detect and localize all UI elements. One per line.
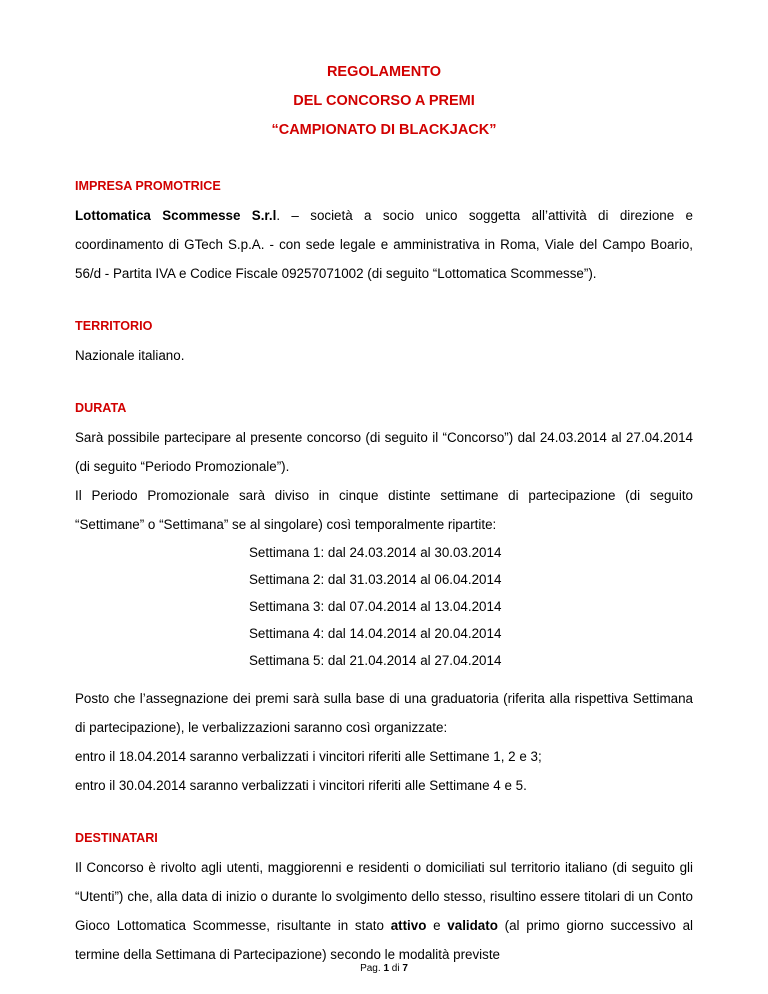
durata-paragraph-2: Il Periodo Promozionale sarà diviso in cinque distinte settimane di partecipazione (di seguito “Settimane” o “Settimana” se al singolare) così temporalmente ripartite:: [75, 488, 693, 532]
durata-paragraph-4: entro il 18.04.2014 saranno verbalizzati i vincitori riferiti alle Settimane 1, 2 e 3;: [75, 749, 542, 764]
section-heading-destinatari: DESTINATARI: [75, 831, 158, 845]
destinatari-paragraph: [75, 853, 693, 969]
section-impresa: [75, 172, 693, 288]
section-durata: [75, 394, 693, 800]
title-line-2: DEL CONCORSO A PREMI: [293, 93, 475, 109]
title-line-3: “CAMPIONATO DI BLACKJACK”: [271, 122, 497, 138]
durata-paragraph-1: Sarà possibile partecipare al presente concorso (di seguito il “Concorso”) dal 24.03.2014 al 27.04.2014 (di seguito “Periodo Promozionale”).: [75, 430, 693, 474]
week-item: Settimana 3: dal 07.04.2014 al 13.04.2014: [249, 599, 502, 614]
durata-paragraph-5: entro il 30.04.2014 saranno verbalizzati i vincitori riferiti alle Settimane 4 e 5.: [75, 778, 527, 793]
footer-middle: di: [389, 963, 403, 974]
footer-prefix: Pag.: [360, 963, 384, 974]
company-name: Lottomatica Scommesse S.r.l: [75, 208, 277, 223]
durata-paragraph-3: Posto che l’assegnazione dei premi sarà sulla base di una graduatoria (riferita alla rispettiva Settimana di partecipazione), le verbalizzazioni saranno così organizzate:: [75, 691, 693, 735]
section-heading-durata: DURATA: [75, 401, 127, 415]
document-title: [75, 58, 693, 145]
week-item: Settimana 1: dal 24.03.2014 al 30.03.2014: [249, 545, 502, 560]
impresa-paragraph: [75, 201, 693, 288]
footer-total-pages: 7: [402, 963, 408, 974]
destinatari-text-3: (al primo giorno successivo al termine della Settimana di Partecipazione) secondo le modalità previste: [75, 918, 693, 962]
week-item: Settimana 5: dal 21.04.2014 al 27.04.2014: [249, 653, 502, 668]
title-line-1: REGOLAMENTO: [326, 64, 442, 80]
territorio-paragraph: Nazionale italiano.: [75, 348, 185, 363]
weeks-list: [75, 539, 693, 674]
section-territorio: [75, 312, 693, 370]
section-destinatari: [75, 824, 693, 969]
destinatari-bold-attivo: attivo: [390, 918, 427, 933]
page-footer: [0, 962, 768, 976]
impresa-text: . – società a socio unico soggetta all’attività di direzione e coordinamento di GTech S.p.A. - con sede legale e amministrativa in Roma, Viale del Campo Boario, 56/d - Partita IVA e Codice Fiscale 09257071002 (di seguito “Lottomatica Scommesse”).: [75, 208, 693, 281]
week-item: Settimana 4: dal 14.04.2014 al 20.04.2014: [249, 626, 502, 641]
destinatari-text-1: Il Concorso è rivolto agli utenti, maggiorenni e residenti o domiciliati sul territorio italiano (di seguito gli “Utenti”) che, alla data di inizio o durante lo svolgimento dello stesso, risultino essere titolari di un Conto Gioco Lottomatica Scommesse, risultante in stato: [75, 860, 693, 933]
week-item: Settimana 2: dal 31.03.2014 al 06.04.2014: [249, 572, 502, 587]
destinatari-bold-validato: validato: [447, 918, 498, 933]
document-content: [75, 58, 693, 993]
section-heading-impresa: IMPRESA PROMOTRICE: [75, 179, 221, 193]
section-heading-territorio: TERRITORIO: [75, 319, 153, 333]
footer-page-number: 1: [383, 963, 389, 974]
destinatari-text-2: e: [426, 918, 448, 933]
